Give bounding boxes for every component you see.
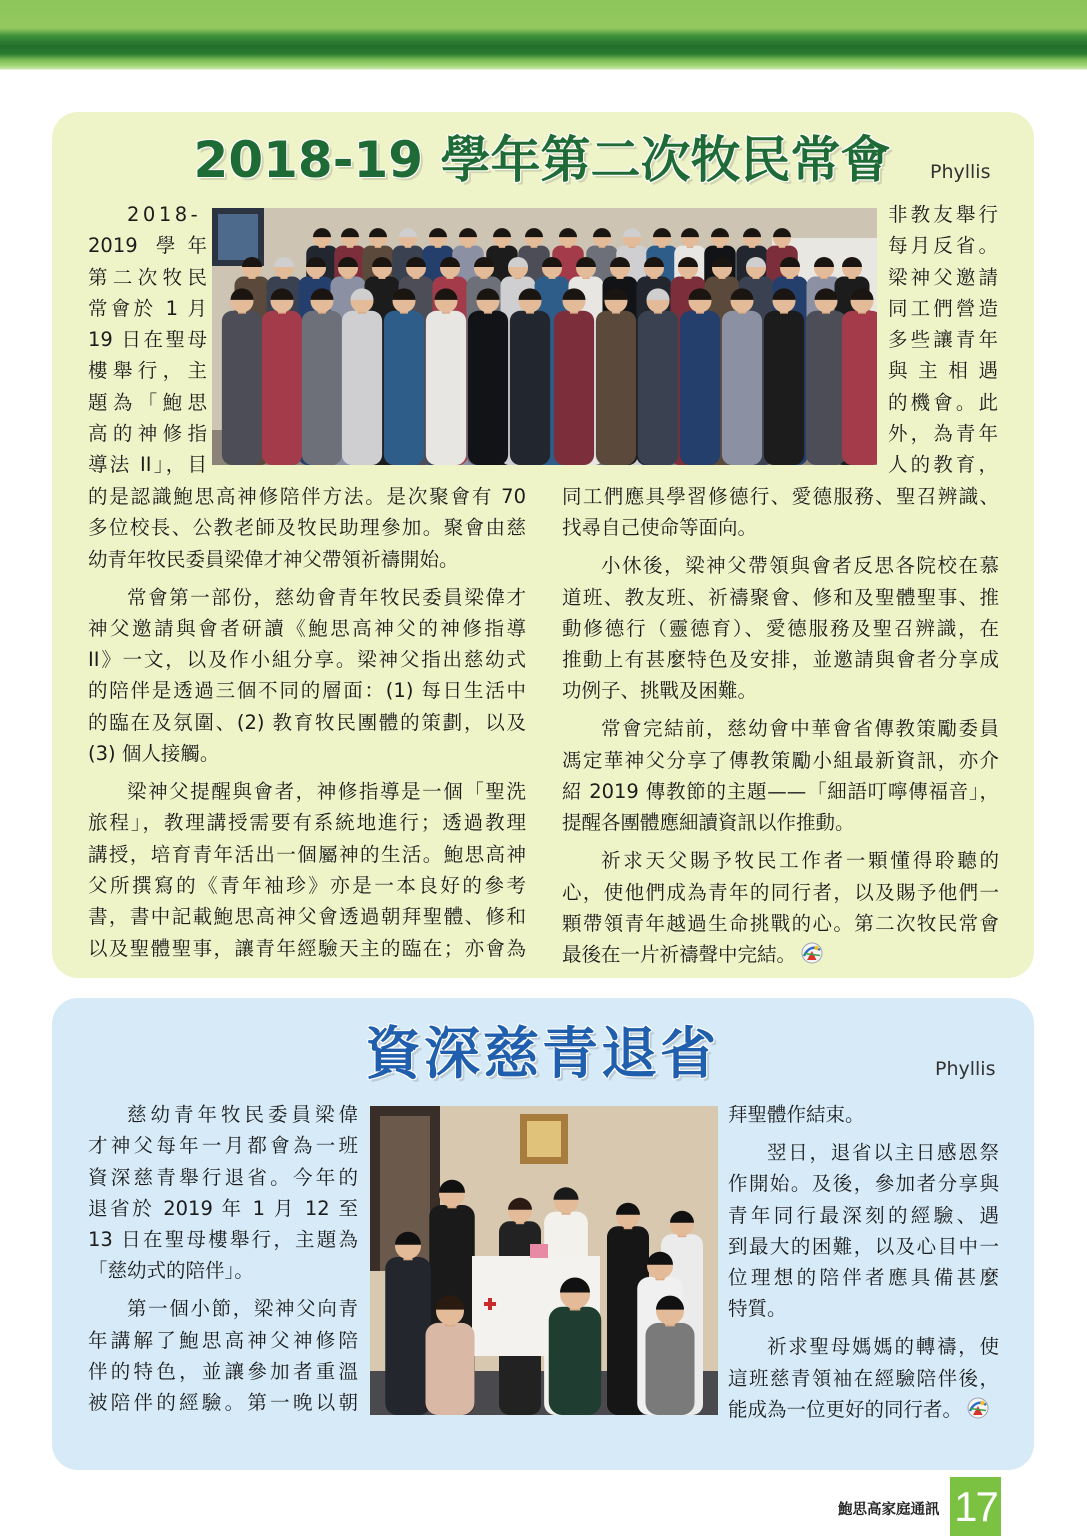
text-line	[728, 1394, 999, 1425]
photo-person	[384, 288, 424, 465]
article1-left-narrow-column	[88, 199, 207, 481]
text-line: 講授，培育青年活出一個屬神的生活。鮑思高神	[88, 842, 526, 866]
photo-wall-frame-inner	[527, 1121, 561, 1157]
photo-person	[342, 288, 382, 465]
text-line: 道班、教友班、祈禱聚會、修和及聖體聖事、推	[562, 585, 999, 609]
text-line: 高的神修指	[88, 422, 207, 446]
text-line: 的陪伴是透過三個不同的層面：(1) 每日生活中	[88, 679, 526, 703]
photo-person	[842, 288, 877, 465]
text-line: 第二次牧民	[88, 265, 207, 289]
text-line-content: 最後在一片祈禱聲中完結。	[562, 943, 797, 967]
photo-person	[222, 288, 262, 465]
photo-person	[468, 288, 508, 465]
text-line: 作開始。及後，參加者分享與	[728, 1172, 999, 1196]
text-line: 年講解了鮑思高神父神修陪	[88, 1328, 358, 1352]
text-line-content: 能成為一位更好的同行者。	[728, 1398, 963, 1422]
text-line: 題為「鮑思	[88, 390, 207, 414]
text-line: 青年同行最深刻的經驗、遇	[728, 1203, 999, 1227]
article1-left-column	[88, 481, 526, 964]
publication-name: 鮑思高家庭通訊	[838, 1502, 940, 1518]
photo-person	[385, 1232, 431, 1415]
text-line: 馮定華神父分享了傳教策勵小組最新資訊，亦介	[562, 748, 999, 772]
photo-person	[262, 288, 302, 465]
text-line: 2018-	[127, 203, 202, 226]
text-line: 多位校長、公教老師及牧民助理參加。聚會由慈	[88, 516, 526, 540]
article2-author: Phyllis	[935, 1058, 996, 1080]
photo-person	[426, 288, 466, 465]
article1-title: 2018-19 學年第二次牧民常會	[193, 131, 891, 189]
text-line: 幼青年牧民委員梁偉才神父帶領祈禱開始。	[88, 547, 459, 571]
text-line: 樓舉行，主	[88, 359, 207, 383]
text-line: 的臨在及氛圍、(2) 教育牧民團體的策劃，以及	[88, 710, 526, 734]
article1-author: Phyllis	[930, 161, 991, 183]
article1-right-narrow-column	[888, 199, 998, 481]
photo-person	[806, 288, 846, 465]
text-line: 書，書中記載鮑思高神父會透過朝拜聖體、修和	[88, 905, 526, 929]
text-line: 同工們營造	[888, 296, 998, 320]
text-line: (3) 個人接觸。	[88, 742, 220, 766]
text-line: 常會完結前，慈幼會中華會省傳教策勵委員	[601, 717, 999, 741]
text-line: 翌日，退省以主日感恩祭	[767, 1140, 999, 1164]
text-line: II》一文，以及作小組分享。梁神父指出慈幼式	[88, 648, 526, 672]
text-line: 祈求聖母媽媽的轉禱，使	[767, 1335, 999, 1359]
photo-screen-content	[218, 214, 258, 260]
text-line: 提醒各團體應細讀資訊以作推動。	[562, 811, 855, 835]
text-line: 顆帶領青年越過生命挑戰的心。第二次牧民常會	[562, 911, 999, 935]
photo-person	[638, 288, 678, 465]
text-line: 找尋自己使命等面向。	[562, 516, 758, 540]
text-line: 拜聖體作結束。	[728, 1103, 865, 1126]
text-line: 心，使他們成為青年的同行者，以及賜予他們一	[562, 880, 999, 904]
retreat-group-photo	[370, 1106, 718, 1415]
group-photo	[212, 208, 877, 465]
text-line: 這班慈青領袖在經驗陪伴後，	[728, 1366, 999, 1390]
text-line: 的是認識鮑思高神修陪伴方法。是次聚會有 70	[88, 485, 526, 508]
photo-person	[764, 288, 804, 465]
text-line: 資深慈青舉行退省。今年的	[88, 1165, 358, 1189]
text-line: 梁神父提醒與會者，神修指導是一個「聖洗	[127, 780, 526, 804]
text-line: 常會第一部份，慈幼會青年牧民委員梁偉才	[127, 585, 526, 609]
article2-title: 資深慈青退省	[365, 1022, 719, 1087]
text-line: 推動上有甚麼特色及安排，並邀請與會者分享成	[562, 648, 999, 672]
text-line: 以及聖體聖事，讓青年經驗天主的臨在；亦會為	[88, 936, 526, 960]
text-line: 功例子、挑戰及困難。	[562, 679, 758, 703]
text-line: 19 日在聖母	[88, 328, 207, 352]
text-line: 13 日在聖母樓舉行，主題為	[88, 1228, 358, 1252]
text-line: 父所撰寫的《青年袖珍》亦是一本良好的參考	[88, 873, 526, 897]
article1-right-column	[562, 481, 999, 971]
text-line: 每月反省。	[888, 234, 998, 258]
photo-person	[554, 288, 594, 465]
text-line: 外，為青年	[888, 422, 998, 446]
article2-left-column	[88, 1099, 358, 1419]
text-line: 旅程」，教理講授需要有系統地進行；透過教理	[88, 811, 526, 835]
page-number: 17	[954, 1483, 997, 1530]
text-line: 第一個小節，梁神父向青	[127, 1297, 358, 1321]
text-line: 特質。	[728, 1297, 787, 1321]
header-band	[0, 0, 1087, 70]
text-line: 退省於 2019 年 1 月 12 至	[88, 1196, 358, 1220]
text-line: 常會於 1 月	[88, 296, 207, 320]
text-line: 梁神父邀請	[888, 265, 998, 289]
text-line: 動修德行（靈德育）、愛德服務及聖召辨識，在	[562, 616, 999, 640]
text-line: 才神父每年一月都會為一班	[88, 1134, 358, 1158]
text-line: 被陪伴的經驗。第一晚以朝	[88, 1391, 358, 1415]
text-line: 多些讓青年	[888, 328, 998, 352]
text-line: 到最大的困難，以及心目中一	[728, 1234, 999, 1258]
photo-person	[680, 288, 720, 465]
salesian-logo-icon	[966, 1396, 990, 1420]
text-line: 人的教育，	[888, 453, 998, 477]
photo-altar-candle	[530, 1244, 548, 1258]
article2-right-column	[728, 1099, 999, 1425]
text-line: 神父邀請與會者研讀《鮑思高神父的神修指導	[88, 616, 526, 640]
text-line: 小休後，梁神父帶領與會者反思各院校在慕	[601, 554, 999, 578]
text-line: 導法 II」，目	[88, 453, 207, 477]
photo-person	[722, 288, 762, 465]
text-line: 紹 2019 傳教節的主題——「細語叮嚀傳福音」，	[562, 780, 999, 804]
text-line: 「慈幼式的陪伴」。	[88, 1259, 254, 1283]
photo-person	[510, 288, 550, 465]
page-number-box	[950, 1477, 1001, 1536]
text-line: 伴的特色，並讓參加者重溫	[88, 1360, 358, 1384]
photo-person	[302, 288, 342, 465]
salesian-logo-icon	[800, 941, 824, 965]
text-line	[562, 939, 999, 970]
text-line: 非教友舉行	[888, 203, 998, 226]
text-line: 與主相遇	[888, 359, 998, 383]
text-line: 慈幼青年牧民委員梁偉	[127, 1103, 358, 1126]
photo-people-group	[222, 228, 877, 465]
photo-person	[596, 288, 636, 465]
text-line: 2019 學年	[88, 234, 207, 258]
text-line: 同工們應具學習修德行、愛德服務、聖召辨識、	[562, 485, 999, 508]
text-line: 位理想的陪伴者應具備甚麼	[728, 1266, 999, 1290]
text-line: 祈求天父賜予牧民工作者一顆懂得聆聽的	[601, 849, 999, 873]
photo-altar-cross-v	[488, 1298, 492, 1310]
text-line: 的機會。此	[888, 390, 998, 414]
